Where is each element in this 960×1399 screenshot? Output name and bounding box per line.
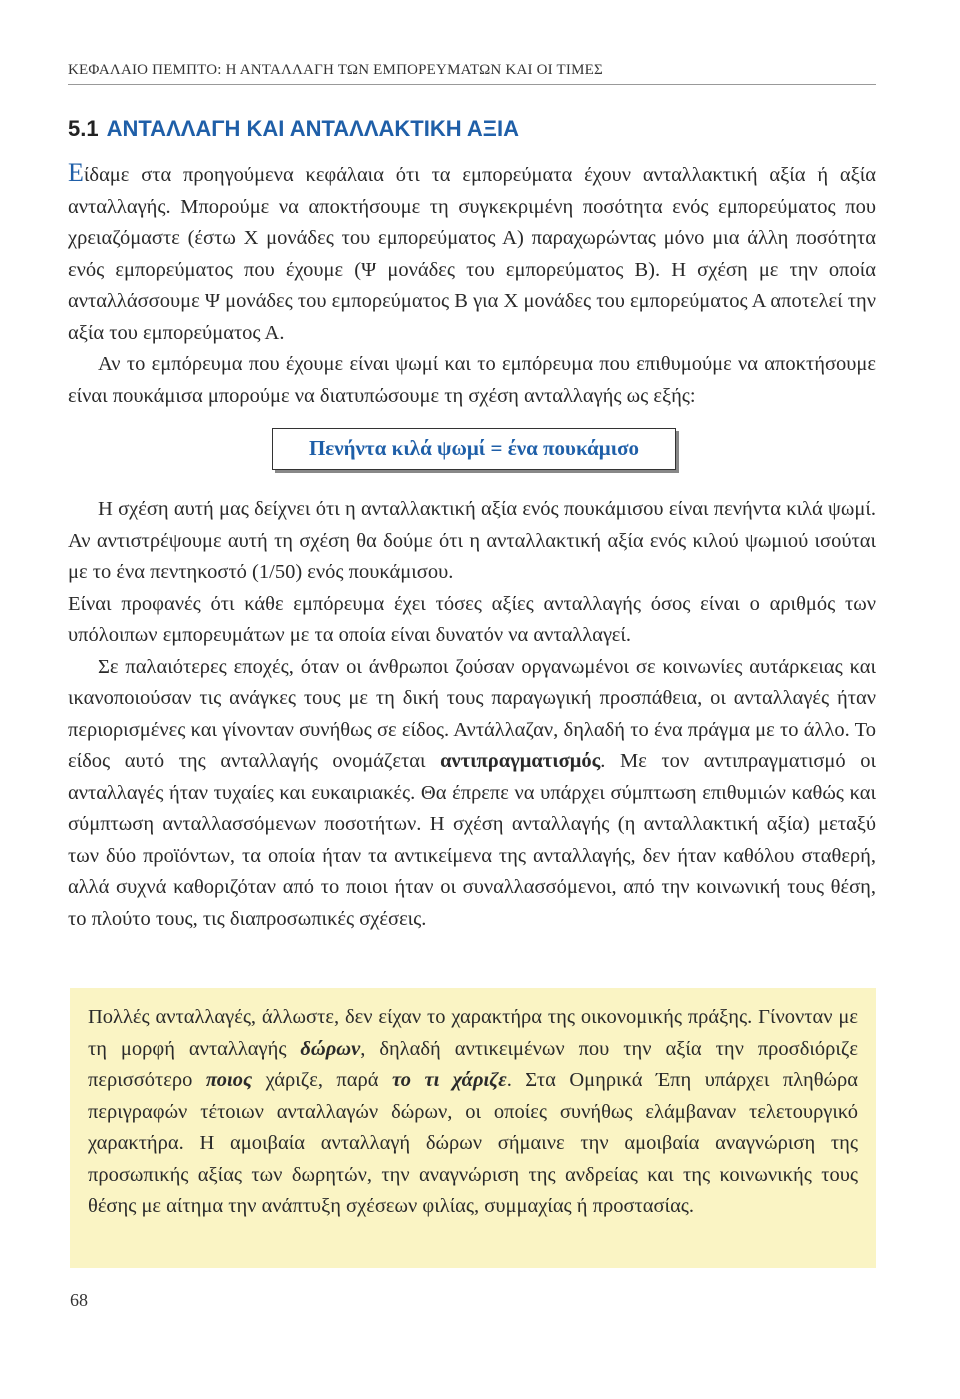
paragraph-intro <box>68 157 876 349</box>
highlight-box <box>70 988 876 1268</box>
header-rule <box>68 84 876 85</box>
paragraph-intro-text: ίδαμε στα προηγούμενα κεφάλαια ότι τα εμπορεύματα έχουν ανταλλακτική αξία ή αξία ανταλλαγής. Μπορούμε να αποκτήσουμε τη συγκεκριμένη ποσότητα ενός εμπορεύματος που χρειαζόμαστε (έστω Χ μονάδες του εμπορεύματος Α) παραχωρώντας μόνο μια άλλη ποσότητα ενός εμπορεύματος που έχουμε (Ψ μονάδες του εμπορεύματος Β). Η σχέση με την οποία ανταλλάσσουμε Ψ μονάδες του εμπορεύματος Β για Χ μονάδες του εμπορεύματος Α αποτελεί την αξία του εμπορεύματος Α. <box>68 164 876 344</box>
exchange-formula: Πενήντα κιλά ψωμί = ένα πουκάμισο <box>272 428 676 470</box>
term-who: ποιος <box>205 1069 253 1091</box>
highlight-text-1: Πολλές ανταλλαγές, άλλωστε, δεν είχαν το χαρακτήρα της οικονομικής πράξης. Γίνονταν με τη μορφή ανταλλαγής <box>88 1006 858 1060</box>
term-what: το τι χάριζε <box>391 1069 507 1091</box>
paragraph-bread-example: Αν το εμπόρευμα που έχουμε είναι ψωμί και το εμπόρευμα που επιθυμούμε να αποκτήσουμε είναι πουκάμισα μπορούμε να διατυπώσουμε τη σχέση ανταλλαγής ως εξής: <box>68 353 876 407</box>
body-text <box>68 157 876 935</box>
section-number: 5.1 <box>68 116 99 141</box>
formula-container <box>68 412 876 494</box>
barter-text-a: Σε παλαιότερες εποχές, όταν οι άνθρωποι ζούσαν οργανωμένοι σε κοινωνίες αυτάρκειας και ικανοποιούσαν τις ανάγκες τους με τη δική τους παραγωγική προσπάθεια, οι ανταλλαγές ήταν περιορισμένες και γίνονταν συνήθως σε είδος. Αντάλλαζαν, δηλαδή το ένα πράγμα με το άλλο. Το είδος αυτό της ανταλλαγής ονομάζεται <box>68 655 876 772</box>
paragraph-relation: Η σχέση αυτή μας δείχνει ότι η ανταλλακτική αξία ενός πουκάμισου είναι πενήντα κιλά ψωμί. Αν αντιστρέψουμε αυτή τη σχέση θα δούμε ότι η ανταλλακτική αξία ενός κιλού ψωμιού ισούται με το ένα πεντηκοστό (1/50) ενός πουκάμισου. <box>68 498 876 583</box>
paragraph-barter <box>68 652 876 936</box>
highlight-text-3: χάριζε, παρά <box>252 1069 392 1091</box>
section-title <box>68 116 519 142</box>
section-heading: ΑΝΤΑΛΛΑΓΗ ΚΑΙ ΑΝΤΑΛΛΑΚΤΙΚΗ ΑΞΙΑ <box>106 116 519 141</box>
highlight-text <box>88 1002 858 1223</box>
drop-cap: Ε <box>68 158 84 187</box>
highlight-text-4: . Στα Ομηρικά Έπη υπάρχει πληθώρα περιγραφών τέτοιων ανταλλαγών δώρων, οι οποίες συνήθως ελάμβαναν τελετουργικό χαρακτήρα. Η αμοιβαία ανταλλαγή δώρων σήμαινε την αμοιβαία αναγνώριση της προσωπικής αξίας των δωρητών, την αναγνώριση της ανδρείας και της κοινωνικής τους θέσης με αίτημα την ανάπτυξη σχέσεων φιλίας, συμμαχίας ή προστασίας. <box>88 1069 858 1217</box>
term-barter: αντιπραγματισμός <box>440 750 601 772</box>
term-gifts: δώρων <box>300 1037 361 1060</box>
page-number: 68 <box>70 1290 88 1310</box>
paragraph-obvious: Είναι προφανές ότι κάθε εμπόρευμα έχει τόσες αξίες ανταλλαγής όσος είναι ο αριθμός των υπόλοιπων εμπορευμάτων με τα οποία είναι δυνατόν να ανταλλαγεί. <box>68 592 876 646</box>
running-head: ΚΕΦΑΛΑΙΟ ΠΕΜΠΤΟ: Η ΑΝΤΑΛΛΑΓΗ ΤΩΝ ΕΜΠΟΡΕΥΜΑΤΩΝ ΚΑΙ ΟΙ ΤΙΜΕΣ <box>68 62 603 78</box>
barter-text-b: . Με τον αντιπραγματισμό οι ανταλλαγές ήταν τυχαίες και ευκαιριακές. Θα έπρεπε να υπάρχει σύμπτωση επιθυμιών καθώς και σύμπτωση ανταλλασσόμενων ποσοτήτων. Η σχέση ανταλλαγής (η ανταλλακτική αξία) μεταξύ των δύο προϊόντων, τα οποία ήταν τα αντικείμενα της ανταλλαγής, δεν ήταν καθόλου σταθερή, αλλά συχνά καθοριζόταν από το ποιοι ήταν οι συναλλασσόμενοι, από την κοινωνική τους θέση, το πλούτο τους, τις διαπροσωπικές σχέσεις. <box>68 750 876 930</box>
highlight-text-2: , δηλαδή αντικειμένων που την αξία την προσδιόριζε περισσότερο <box>88 1037 858 1091</box>
